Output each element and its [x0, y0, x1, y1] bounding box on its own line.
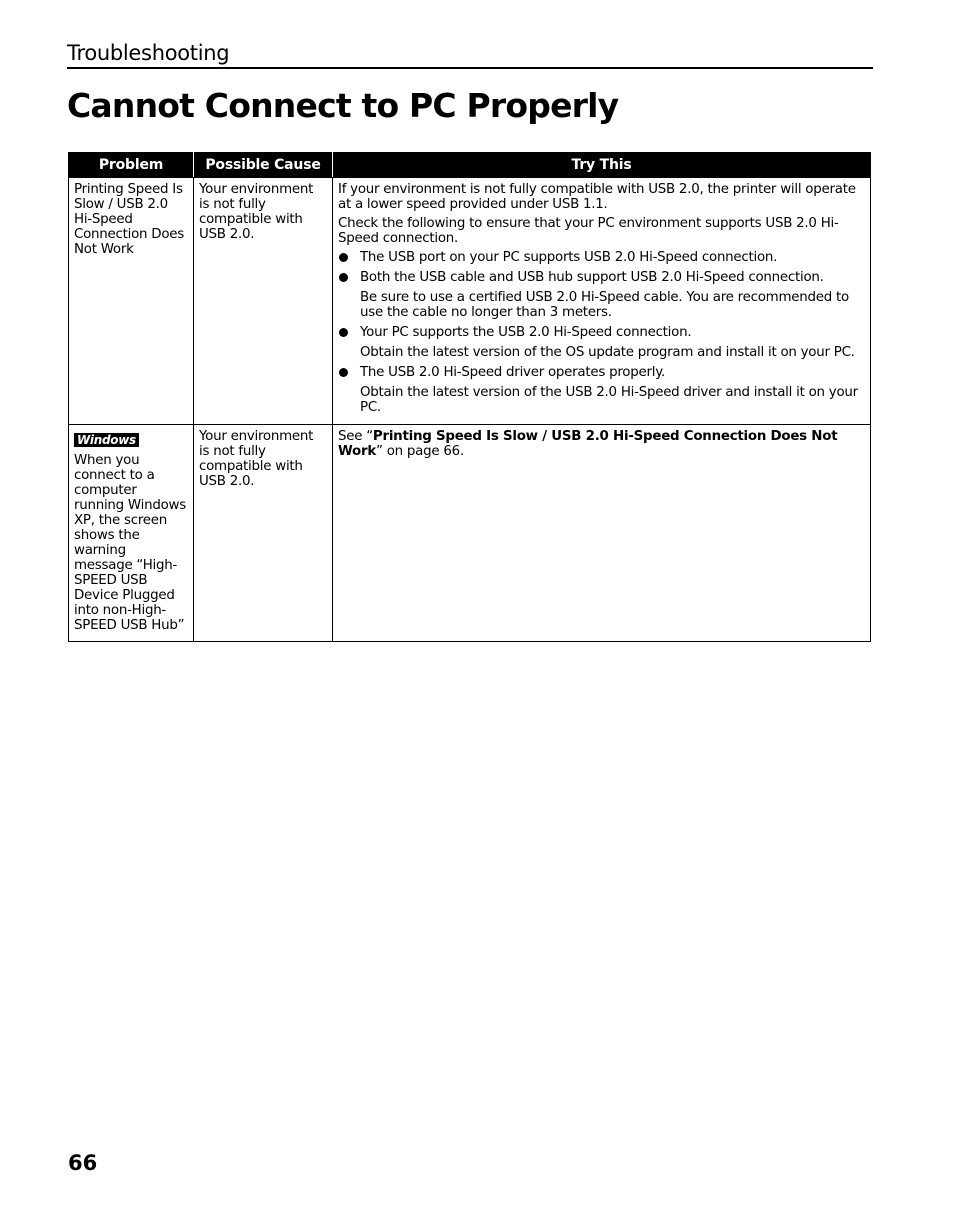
bullet-icon	[339, 328, 348, 337]
column-header-problem: Problem	[69, 153, 194, 178]
bullet-item	[338, 325, 865, 340]
bullet-icon	[339, 253, 348, 262]
bullet-icon	[339, 368, 348, 377]
bullet-text: Both the USB cable and USB hub support USB 2.0 Hi-Speed connection.	[360, 270, 824, 285]
bullet-subtext: Obtain the latest version of the USB 2.0 Hi-Speed driver and install it on your PC.	[360, 385, 858, 415]
windows-logo-icon: Windows	[74, 433, 139, 447]
bullet-subtext: Be sure to use a certified USB 2.0 Hi-Speed cable. You are recommended to use the cable no longer than 3 meters.	[360, 290, 849, 320]
problem-cell	[69, 178, 194, 425]
cause-cell	[194, 178, 333, 425]
problem-text: When you connect to a computer running Windows XP, the screen shows the warning message “High-SPEED USB Device Plugged into non-High-SPEED USB Hub”	[74, 453, 186, 633]
reference-suffix: ” on page 66.	[376, 444, 464, 459]
problem-text: Printing Speed Is Slow / USB 2.0 Hi-Speed Connection Does Not Work	[74, 182, 184, 257]
bullet-text: The USB 2.0 Hi-Speed driver operates properly.	[360, 365, 665, 380]
page-number: 66	[68, 1151, 98, 1175]
bullet-item	[338, 250, 865, 265]
section-header	[67, 41, 873, 69]
try-this-cell	[333, 178, 871, 425]
try-paragraph: If your environment is not fully compatible with USB 2.0, the printer will operate at a lower speed provided under USB 1.1.	[338, 182, 856, 212]
bullet-text: The USB port on your PC supports USB 2.0 Hi-Speed connection.	[360, 250, 778, 265]
table-header-row	[69, 153, 871, 178]
table-row	[69, 178, 871, 425]
reference-prefix: See “	[338, 429, 373, 444]
troubleshooting-table	[68, 152, 871, 642]
bullet-item	[338, 270, 865, 285]
column-header-cause: Possible Cause	[194, 153, 333, 178]
page-title: Cannot Connect to PC Properly	[67, 86, 619, 125]
column-header-try-this: Try This	[333, 153, 871, 178]
section-title: Troubleshooting	[67, 41, 230, 65]
cause-cell	[194, 425, 333, 642]
reference-link[interactable]: Printing Speed Is Slow / USB 2.0 Hi-Speed Connection Does Not Work	[338, 429, 838, 459]
try-paragraph: Check the following to ensure that your PC environment supports USB 2.0 Hi-Speed connection.	[338, 216, 839, 246]
cause-text: Your environment is not fully compatible with USB 2.0.	[199, 182, 314, 242]
cause-text: Your environment is not fully compatible with USB 2.0.	[199, 429, 314, 489]
bullet-subtext: Obtain the latest version of the OS update program and install it on your PC.	[360, 345, 855, 360]
problem-cell	[69, 425, 194, 642]
bullet-item	[338, 365, 865, 380]
bullet-icon	[339, 273, 348, 282]
table-row	[69, 425, 871, 642]
bullet-text: Your PC supports the USB 2.0 Hi-Speed connection.	[360, 325, 692, 340]
try-this-cell	[333, 425, 871, 642]
